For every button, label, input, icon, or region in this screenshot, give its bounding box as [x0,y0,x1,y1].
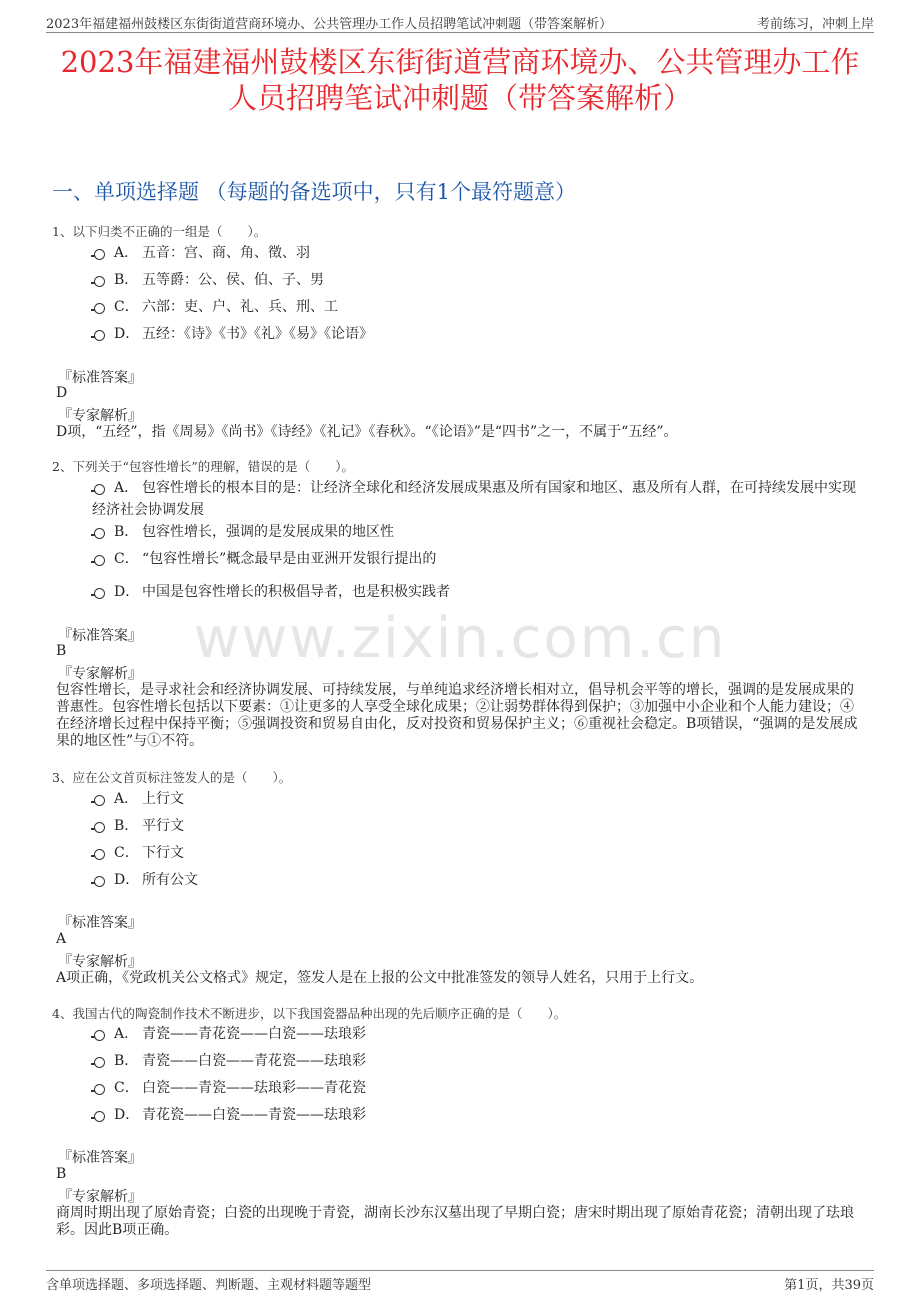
radio-icon[interactable] [94,795,105,806]
question-3-analysis: A项正确，《党政机关公文格式》规定，签发人是在上报的公文中批准签发的领导人姓名，只用于上行文。 [56,970,704,986]
radio-icon[interactable] [94,276,105,287]
question-1-option-b[interactable]: B． 五等爵：公、侯、伯、子、男 [92,269,862,291]
question-2-option-b[interactable]: B． 包容性增长，强调的是发展成果的地区性 [92,521,862,543]
question-2-option-c[interactable]: C． “包容性增长”概念最早是由亚洲开发银行提出的 [92,548,862,570]
radio-icon[interactable] [94,1111,105,1122]
question-4-option-a[interactable]: A． 青瓷——青花瓷——白瓷——珐琅彩 [92,1023,862,1045]
question-3-option-b[interactable]: B． 平行文 [92,815,862,837]
answer-label: 『标准答案』 [58,370,142,386]
radio-icon[interactable] [94,1057,105,1068]
header-slogan: 考前练习，冲刺上岸 [756,17,874,32]
radio-icon[interactable] [94,555,105,566]
analysis-label: 『专家解析』 [58,1189,142,1205]
radio-icon[interactable] [94,528,105,539]
radio-icon[interactable] [94,849,105,860]
question-2-stem: 2、下列关于“包容性增长”的理解，错误的是（ ）。 [52,459,354,474]
question-2-answer: B [56,643,67,659]
question-4-answer: B [56,1166,67,1182]
radio-icon[interactable] [94,484,105,495]
analysis-label: 『专家解析』 [58,666,142,682]
answer-label: 『标准答案』 [58,915,142,931]
question-4-option-d[interactable]: D． 青花瓷——白瓷——青瓷——珐琅彩 [92,1104,862,1126]
question-3-option-a[interactable]: A． 上行文 [92,788,862,810]
document-title-line2: 人员招聘笔试冲刺题（带答案解析） [227,81,692,115]
header-doc-title: 2023年福建福州鼓楼区东街街道营商环境办、公共管理办工作人员招聘笔试冲刺题（带答案解析） [46,17,613,32]
question-2-analysis: 包容性增长，是寻求社会和经济协调发展、可持续发展，与单纯追求经济增长相对立，倡导机会平等的增长，强调的是发展成果的普惠性。包容性增长包括以下要素：①让更多的人享受全球化成果；②让弱势群体得到保护；③加强中小企业和个人能力建设；④在经济增长过程中保持平衡；⑤强调投资和贸易自由化，反对投资和贸易保护主义；⑥重视社会稳定。B项错误，“强调的是发展成果的地区性”与①不符。 [56,682,858,749]
question-1-option-c[interactable]: C． 六部：吏、户、礼、兵、刑、工 [92,296,862,318]
radio-icon[interactable] [94,822,105,833]
question-4-analysis: 商周时期出现了原始青瓷；白瓷的出现晚于青瓷，湖南长沙东汉墓出现了早期白瓷；唐宋时期出现了原始青花瓷；清朝出现了珐琅彩。因此B项正确。 [56,1205,854,1238]
analysis-label: 『专家解析』 [58,954,142,970]
watermark: www.zixin.com.cn [193,606,727,671]
section-heading: 一、单项选择题 （每题的备选项中，只有1个最符题意） [52,180,577,204]
footer-question-types: 含单项选择题、多项选择题、判断题、主观材料题等题型 [46,1278,372,1293]
question-3-answer: A [56,931,67,947]
question-4-option-c[interactable]: C． 白瓷——青瓷——珐琅彩——青花瓷 [92,1077,862,1099]
answer-label: 『标准答案』 [58,628,142,644]
question-1-answer: D [56,385,68,401]
question-1-analysis: D项，“五经”，指《周易》《尚书》《诗经》《礼记》《春秋》。“《论语》”是“四书”之一，不属于“五经”。 [56,424,678,440]
question-3-option-d[interactable]: D． 所有公文 [92,869,862,891]
page-header [46,10,874,33]
footer-page-number: 第1页，共39页 [784,1278,874,1293]
question-1-option-a[interactable]: A． 五音：宫、商、角、徵、羽 [92,242,862,264]
question-1-option-d[interactable]: D． 五经：《诗》《书》《礼》《易》《论语》 [92,323,862,345]
analysis-label: 『专家解析』 [58,408,142,424]
question-3-option-c[interactable]: C． 下行文 [92,842,862,864]
question-2-option-a[interactable]: A． 包容性增长的根本目的是：让经济全球化和经济发展成果惠及所有国家和地区、惠及所有人群，在可持续发展中实现经济社会协调发展 [92,480,856,518]
question-4-option-b[interactable]: B． 青瓷——白瓷——青花瓷——珐琅彩 [92,1050,862,1072]
question-3-stem: 3、应在公文首页标注签发人的是（ ）。 [52,770,292,785]
radio-icon[interactable] [94,588,105,599]
question-1-stem: 1、以下归类不正确的一组是（ ）。 [52,224,267,239]
answer-label: 『标准答案』 [58,1150,142,1166]
radio-icon[interactable] [94,1030,105,1041]
question-4-stem: 4、我国古代的陶瓷制作技术不断进步，以下我国瓷器品种出现的先后顺序正确的是（ ）。 [52,1006,567,1021]
radio-icon[interactable] [94,330,105,341]
question-2-option-d[interactable]: D． 中国是包容性增长的积极倡导者，也是积极实践者 [92,581,862,603]
radio-icon[interactable] [94,249,105,260]
radio-icon[interactable] [94,876,105,887]
radio-icon[interactable] [94,1084,105,1095]
page-footer [46,1270,874,1293]
document-title [40,44,880,116]
document-title-line1: 2023年福建福州鼓楼区东街街道营商环境办、公共管理办工作 [60,45,860,79]
radio-icon[interactable] [94,303,105,314]
